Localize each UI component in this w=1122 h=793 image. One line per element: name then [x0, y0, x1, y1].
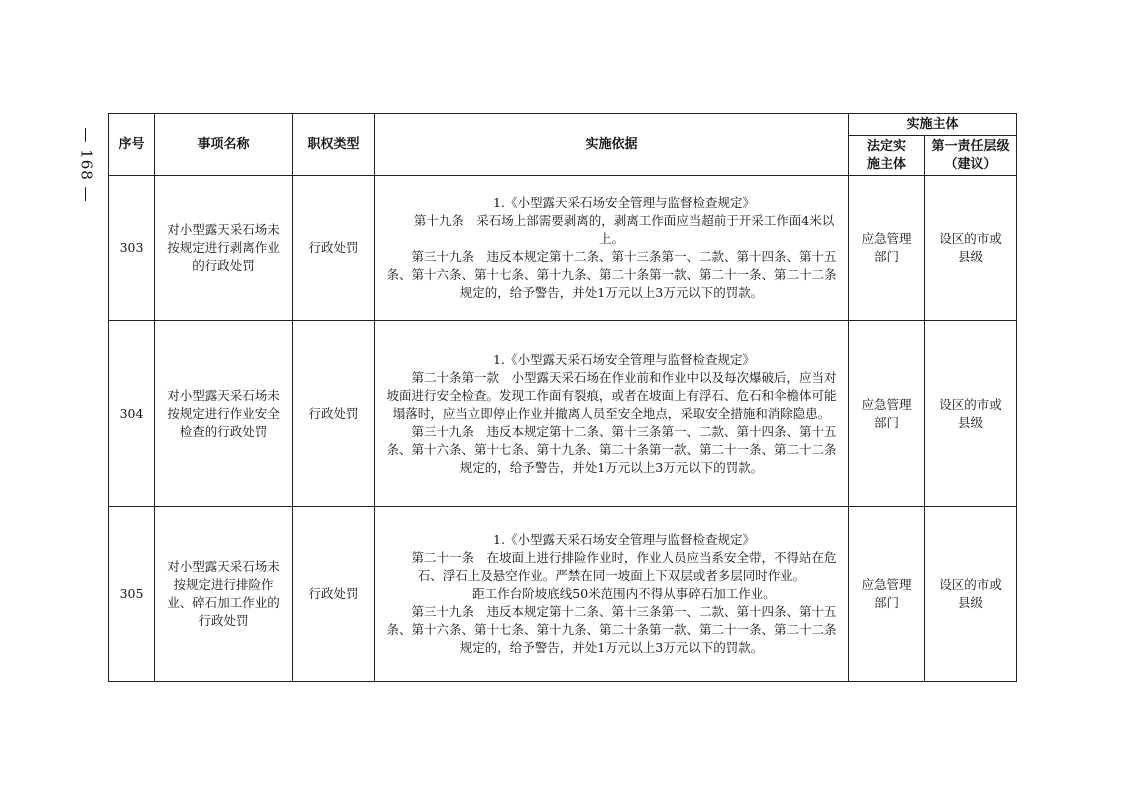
row-level	[925, 176, 1017, 321]
row-subject	[849, 321, 925, 507]
row-subject	[849, 176, 925, 321]
header-type: 职权类型	[293, 114, 375, 176]
basis-paragraph: 第十九条 采石场上部需要剥离的，剥离工作面应当超前于开采工作面4米以上。	[413, 213, 835, 246]
row-type: 行政处罚	[293, 321, 375, 507]
row-index: 303	[109, 176, 155, 321]
header-name: 事项名称	[155, 114, 293, 176]
row-subject-text: 应急管理部门	[861, 396, 912, 430]
header-index: 序号	[109, 114, 155, 176]
table-row	[109, 507, 1017, 682]
row-subject	[849, 507, 925, 682]
header-basis: 实施依据	[375, 114, 849, 176]
header-subject: 实施主体	[849, 114, 1017, 136]
table-row	[109, 176, 1017, 321]
basis-paragraph: 1.《小型露天采石场安全管理与监督检查规定》	[493, 195, 755, 210]
basis-paragraph: 第三十九条 违反本规定第十二条、第十三条第一、二款、第十四条、第十五条、第十六条、第十七条、第十九条、第二十条第一款、第二十一条、第二十二条规定的，给予警告，并处1万元以上3万元以下的罚款。	[386, 249, 837, 300]
basis-paragraph: 1.《小型露天采石场安全管理与监督检查规定》	[493, 351, 755, 367]
row-basis	[375, 507, 849, 682]
table-row	[109, 321, 1017, 507]
row-name: 对小型露天采石场未按规定进行剥离作业的行政处罚	[155, 176, 293, 321]
header-level	[925, 136, 1017, 176]
row-level-text: 设区的市或县级	[939, 577, 1002, 610]
row-subject-text: 应急管理部门	[861, 231, 912, 264]
row-name: 对小型露天采石场未按规定进行排险作业、碎石加工作业的行政处罚	[155, 507, 293, 682]
row-level	[925, 321, 1017, 507]
header-level-text: 第一责任层级（建议）	[931, 138, 1010, 172]
row-name: 对小型露天采石场未按规定进行作业安全检查的行政处罚	[155, 321, 293, 507]
basis-paragraph: 第三十九条 违反本规定第十二条、第十三条第一、二款、第十四条、第十五条、第十六条、第十七条、第十九条、第二十条第一款、第二十一条、第二十二条规定的，给予警告，并处1万元以上3万元以下的罚款。	[386, 423, 837, 475]
row-level-text: 设区的市或县级	[939, 231, 1002, 264]
page-number	[72, 110, 102, 220]
enforcement-table	[108, 113, 1017, 682]
page-number-text: — 168 —	[78, 127, 97, 203]
basis-paragraph: 1.《小型露天采石场安全管理与监督检查规定》	[493, 532, 755, 547]
header-legal-subject-text: 法定实施主体	[866, 138, 906, 172]
row-level	[925, 507, 1017, 682]
basis-paragraph: 第二十一条 在坡面上进行排险作业时，作业人员应当系安全带，不得站在危石、浮石上及悬空作业。严禁在同一坡面上下双层或者多层同时作业。	[411, 550, 837, 583]
basis-paragraph: 距工作台阶坡底线50米范围内不得从事碎石加工作业。	[472, 586, 776, 601]
row-index: 304	[109, 321, 155, 507]
row-index: 305	[109, 507, 155, 682]
row-basis	[375, 321, 849, 507]
row-level-text: 设区的市或县级	[939, 396, 1002, 430]
header-legal-subject	[849, 136, 925, 176]
basis-paragraph: 第二十条第一款 小型露天采石场在作业前和作业中以及每次爆破后，应当对坡面进行安全检查。发现工作面有裂痕，或者在坡面上有浮石、危石和伞檐体可能塌落时，应当立即停止作业并撤离人员至安全地点，采取安全措施和消除隐患。	[386, 369, 837, 421]
basis-paragraph: 第三十九条 违反本规定第十二条、第十三条第一、二款、第十四条、第十五条、第十六条、第十七条、第十九条、第二十条第一款、第二十一条、第二十二条规定的，给予警告，并处1万元以上3万元以下的罚款。	[386, 604, 837, 655]
row-type: 行政处罚	[293, 507, 375, 682]
row-subject-text: 应急管理部门	[861, 577, 912, 610]
row-type: 行政处罚	[293, 176, 375, 321]
row-basis	[375, 176, 849, 321]
